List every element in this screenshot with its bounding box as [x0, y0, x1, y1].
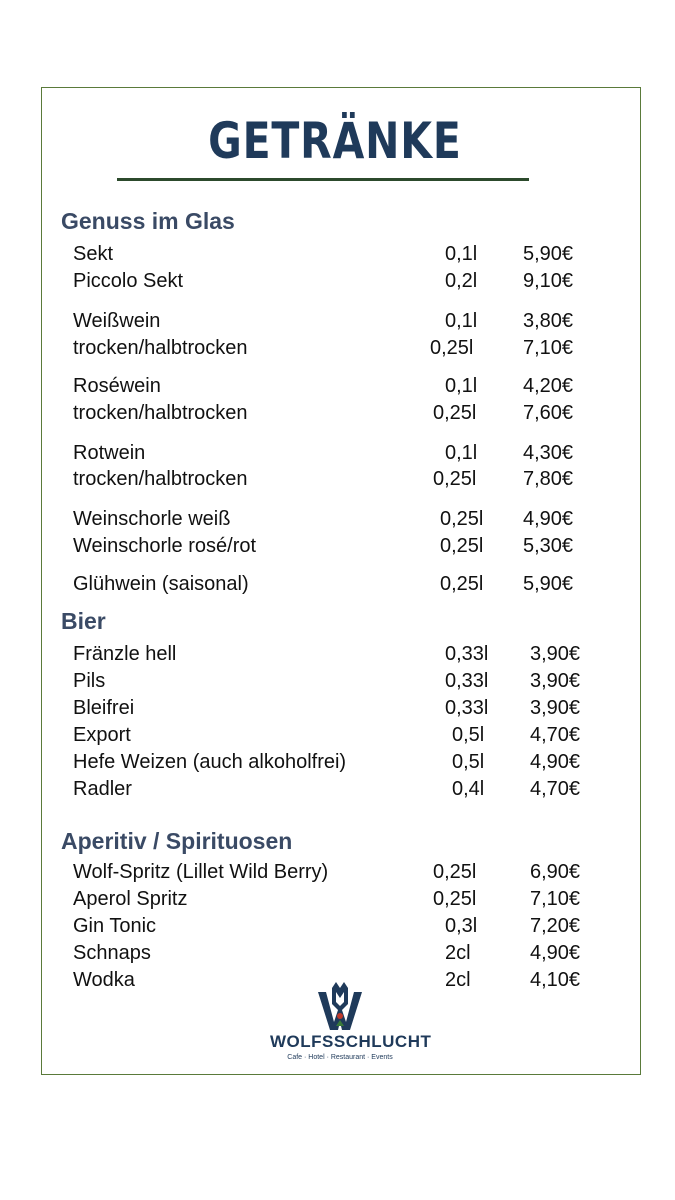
- item-price: 4,70€: [530, 724, 581, 746]
- item-name: trocken/halbtrocken: [73, 337, 248, 359]
- item-price: 3,90€: [530, 670, 581, 692]
- item-price: 5,30€: [523, 535, 574, 557]
- item-price: 4,30€: [523, 442, 574, 464]
- item-name: Weinschorle weiß: [73, 508, 231, 530]
- wolfsschlucht-logo: [270, 982, 432, 1067]
- page-title: GETRÄNKE: [208, 112, 462, 170]
- menu-row: [73, 778, 593, 802]
- section-heading-bier: Bier: [61, 608, 106, 634]
- title-divider: [117, 178, 529, 181]
- item-price: 4,10€: [530, 969, 581, 991]
- item-name: Hefe Weizen (auch alkoholfrei): [73, 751, 347, 773]
- item-volume: 0,2l: [445, 270, 478, 292]
- menu-row: [73, 468, 593, 492]
- item-name: Wodka: [73, 969, 135, 991]
- item-volume: 0,4l: [452, 778, 485, 800]
- item-price: 4,70€: [530, 778, 581, 800]
- item-name: trocken/halbtrocken: [73, 402, 248, 424]
- item-price: 4,20€: [523, 375, 574, 397]
- menu-row: [73, 697, 593, 721]
- menu-row: [73, 643, 593, 667]
- item-volume: 0,1l: [445, 310, 478, 332]
- item-price: 7,20€: [530, 915, 581, 937]
- logo-name: WOLFSSCHLUCHT: [270, 1032, 432, 1051]
- item-name: Roséwein: [73, 375, 161, 397]
- menu-row: [73, 861, 593, 885]
- item-price: 5,90€: [523, 243, 574, 265]
- item-volume: 0,1l: [445, 442, 478, 464]
- item-price: 3,80€: [523, 310, 574, 332]
- menu-row: [73, 751, 593, 775]
- item-volume: 0,25l: [433, 468, 477, 490]
- menu-row: [73, 243, 593, 267]
- menu-row: [73, 942, 593, 966]
- item-name: Weinschorle rosé/rot: [73, 535, 257, 557]
- item-name: Pils: [73, 670, 106, 692]
- menu-row: [73, 573, 593, 597]
- item-name: Export: [73, 724, 131, 746]
- item-volume: 0,33l: [445, 643, 489, 665]
- item-volume: 0,25l: [433, 888, 477, 910]
- menu-row: [73, 888, 593, 912]
- item-price: 7,10€: [523, 337, 574, 359]
- logo-tagline: Cafe · Hotel · Restaurant · Events: [287, 1054, 393, 1061]
- item-name: Radler: [73, 778, 132, 800]
- item-volume: 0,25l: [440, 535, 484, 557]
- item-name: Weißwein: [73, 310, 161, 332]
- item-price: 7,80€: [523, 468, 574, 490]
- menu-row: [73, 337, 593, 361]
- item-name: Piccolo Sekt: [73, 270, 184, 292]
- menu-row: [73, 270, 593, 294]
- item-volume: 0,33l: [445, 697, 489, 719]
- item-volume: 0,25l: [440, 573, 484, 595]
- menu-row: [73, 670, 593, 694]
- item-price: 7,10€: [530, 888, 581, 910]
- item-name: Bleifrei: [73, 697, 135, 719]
- item-name: Sekt: [73, 243, 114, 265]
- item-volume: 0,25l: [440, 508, 484, 530]
- item-volume: 0,25l: [430, 337, 474, 359]
- item-name: Gin Tonic: [73, 915, 157, 937]
- menu-row: [73, 508, 593, 532]
- item-price: 4,90€: [530, 942, 581, 964]
- item-name: Fränzle hell: [73, 643, 177, 665]
- item-volume: 0,3l: [445, 915, 478, 937]
- menu-row: [73, 310, 593, 334]
- item-name: Schnaps: [73, 942, 151, 964]
- item-price: 3,90€: [530, 643, 581, 665]
- item-volume: 0,25l: [433, 402, 477, 424]
- item-price: 6,90€: [530, 861, 581, 883]
- item-volume: 0,25l: [433, 861, 477, 883]
- item-name: Wolf-Spritz (Lillet Wild Berry): [73, 861, 329, 883]
- menu-row: [73, 724, 593, 748]
- item-price: 4,90€: [523, 508, 574, 530]
- wolf-w-icon: [270, 982, 410, 1032]
- item-volume: 0,1l: [445, 375, 478, 397]
- item-price: 5,90€: [523, 573, 574, 595]
- item-name: Aperol Spritz: [73, 888, 188, 910]
- item-volume: 2cl: [445, 942, 471, 964]
- item-price: 7,60€: [523, 402, 574, 424]
- menu-row: [73, 535, 593, 559]
- item-price: 3,90€: [530, 697, 581, 719]
- section-heading-aperitiv: Aperitiv / Spirituosen: [61, 828, 293, 854]
- item-name: Rotwein: [73, 442, 146, 464]
- item-name: trocken/halbtrocken: [73, 468, 248, 490]
- item-volume: 0,33l: [445, 670, 489, 692]
- menu-row: [73, 915, 593, 939]
- item-volume: 0,5l: [452, 751, 485, 773]
- menu-row: [73, 442, 593, 466]
- item-volume: 2cl: [445, 969, 471, 991]
- menu-row: [73, 375, 593, 399]
- item-price: 4,90€: [530, 751, 581, 773]
- item-name: Glühwein (saisonal): [73, 573, 249, 595]
- item-price: 9,10€: [523, 270, 574, 292]
- item-volume: 0,5l: [452, 724, 485, 746]
- menu-row: [73, 402, 593, 426]
- section-heading-glas: Genuss im Glas: [61, 208, 235, 234]
- item-volume: 0,1l: [445, 243, 478, 265]
